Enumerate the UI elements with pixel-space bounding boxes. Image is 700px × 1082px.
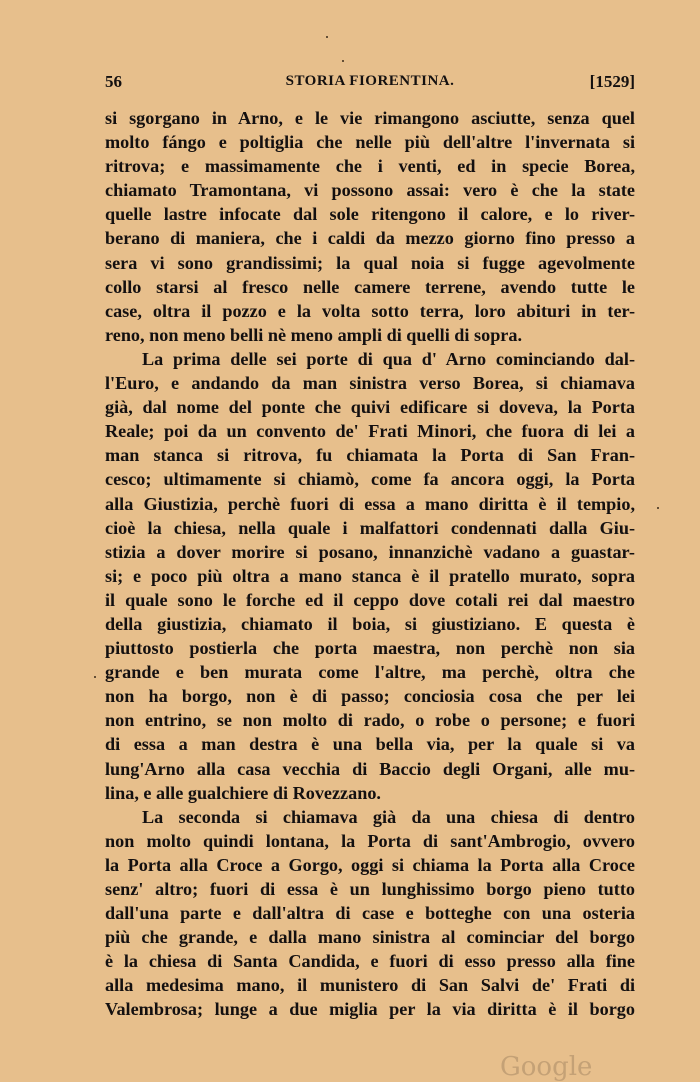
text-line: sera vi sono grandissimi; la qual noia si fugge agevolmente	[105, 252, 635, 273]
text-line: l'Euro, e andando da man sinistra verso Borea, si chiamava	[105, 373, 635, 394]
text-line: case, oltra il pozzo e la volta sotto terra, loro abituri in ter-	[105, 300, 635, 321]
year-marker: [1529]	[589, 72, 635, 91]
ink-speck	[342, 60, 344, 62]
text-line: si sgorgano in Arno, e le vie rimangono asciutte, senza quel	[105, 108, 635, 128]
text-line: la Porta alla Croce a Gorgo, oggi si chiama la Porta alla Croce	[105, 854, 635, 875]
body-text	[105, 106, 635, 1022]
text-line: della giustizia, chiamato il boia, si giustiziano. E questa è	[105, 613, 635, 634]
ink-speck	[657, 507, 659, 509]
text-line: più che grande, e dalla mano sinistra al cominciar del borgo	[105, 927, 635, 948]
text-line: si; e poco più oltra a mano stanca è il pratello murato, sopra	[105, 565, 635, 586]
watermark-logo: Google	[500, 1052, 593, 1082]
running-header	[105, 72, 635, 98]
text-line: La prima delle sei porte di qua d' Arno cominciando dal-	[142, 348, 635, 369]
text-line: cioè la chiesa, nella quale i malfattori condennati dalla Giu-	[105, 517, 635, 538]
text-line: senz' altro; fuori di essa è un lunghissimo borgo pieno tutto	[105, 879, 635, 899]
ink-speck	[94, 676, 96, 678]
text-line: chiamato Tramontana, vi possono assai: vero è che la state	[105, 180, 635, 201]
text-line: berano di maniera, che i caldi da mezzo giorno fino presso a	[105, 228, 635, 249]
text-line: grande e ben murata come l'altre, ma perchè, oltra che	[105, 662, 635, 683]
text-line: già, dal nome del ponte che quivi edificare si doveva, la Porta	[105, 397, 635, 418]
text-line: ritrova; e massimamente che i venti, ed in specie Borea,	[105, 156, 635, 177]
text-line: lung'Arno alla casa vecchia di Baccio degli Organi, alle mu-	[105, 758, 635, 779]
text-line: il quale sono le forche ed il ceppo dove cotali rei dal maestro	[105, 589, 635, 610]
text-line: quelle lastre infocate dal sole ritengono il calore, e lo river-	[105, 204, 635, 225]
text-line: cesco; ultimamente si chiamò, come fa ancora oggi, la Porta	[105, 469, 635, 490]
text-line: reno, non meno belli nè meno ampli di quelli di sopra.	[105, 324, 523, 345]
text-line: è la chiesa di Santa Candida, e fuori di esso presso alla fine	[105, 951, 635, 972]
ink-speck	[326, 36, 328, 38]
text-line: alla Giustizia, perchè fuori di essa a mano diritta è il tempio,	[105, 493, 635, 514]
page-number: 56	[105, 72, 122, 91]
text-line: piuttosto postierla che porta maestra, non perchè non sia	[105, 638, 635, 659]
text-line: collo starsi al fresco nelle camere terrene, avendo tutte le	[105, 276, 635, 297]
text-line: Reale; poi da un convento de' Frati Minori, che fuora di lei a	[105, 421, 635, 442]
text-line: non entrino, se non molto di rado, o robe o persone; e fuori	[105, 710, 635, 731]
text-line: stizia a dover morire si posano, innanzichè vadano a guastar-	[105, 541, 635, 562]
running-title: STORIA FIORENTINA.	[285, 73, 455, 89]
text-line: lina, e alle gualchiere di Rovezzano.	[105, 782, 381, 803]
text-line: man stanca si ritrova, fu chiamata la Porta di San Fran-	[105, 445, 635, 466]
text-line: di essa a man destra è una bella via, per la quale si va	[105, 734, 635, 755]
text-line: molto fángo e poltiglia che nelle più dell'altre l'invernata si	[105, 132, 635, 153]
text-line: dall'una parte e dall'altra di case e botteghe con una osteria	[105, 903, 635, 924]
text-line: non molto quindi lontana, la Porta di sant'Ambrogio, ovvero	[105, 830, 635, 851]
text-line: alla medesima mano, il munistero di San Salvi de' Frati di	[105, 975, 635, 996]
text-line: La seconda si chiamava già da una chiesa di dentro	[142, 806, 635, 827]
text-line: Valembrosa; lunge a due miglia per la via diritta è il borgo	[105, 999, 635, 1020]
text-line: non ha borgo, non è di passo; conciosia cosa che per lei	[105, 686, 635, 707]
